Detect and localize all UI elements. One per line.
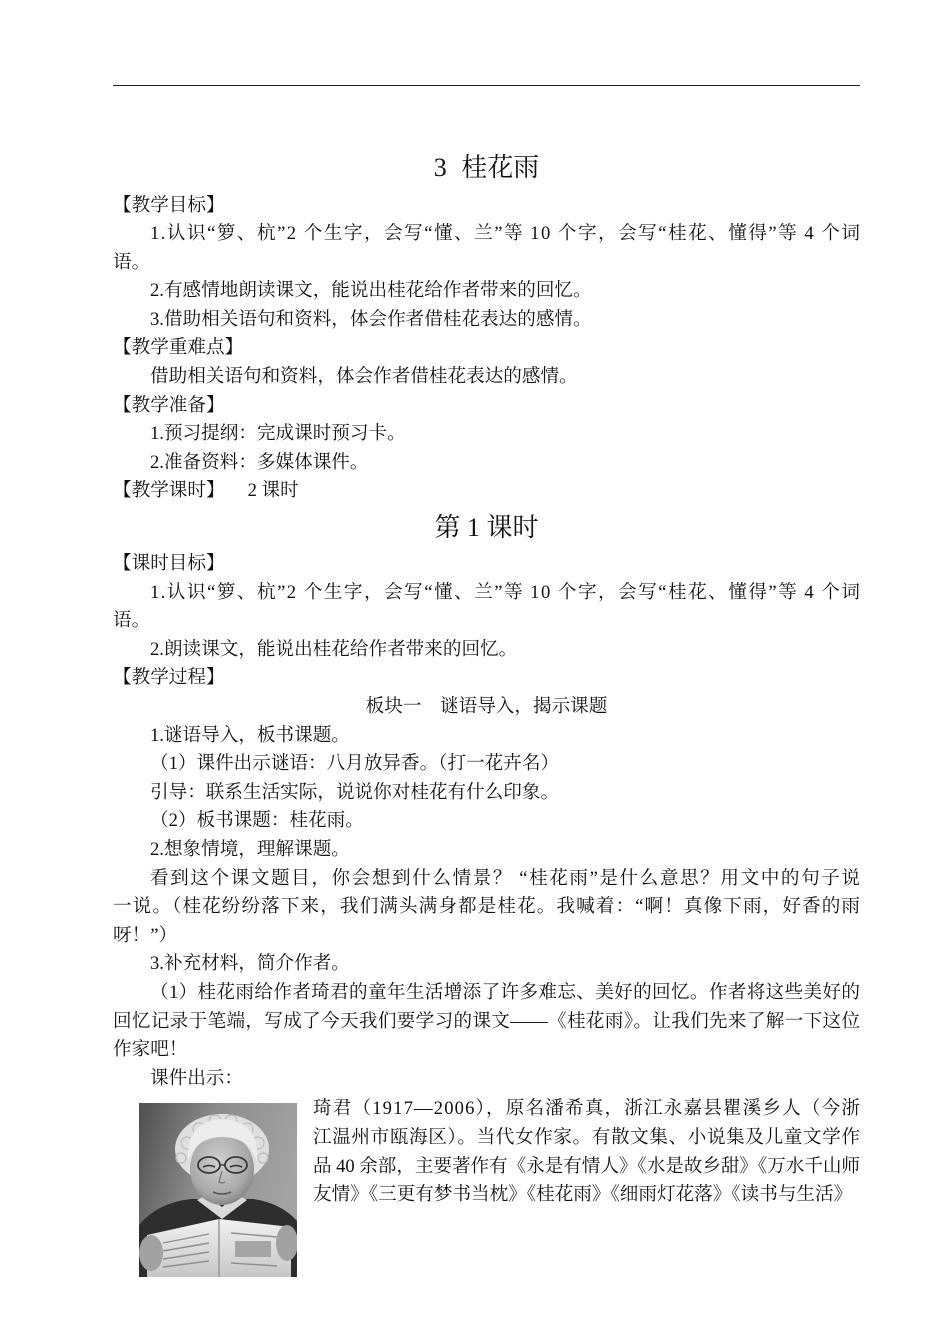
key-difficulty-text: 借助相关语句和资料，体会作者借桂花表达的感情。 (150, 366, 578, 388)
document-content (113, 143, 860, 1277)
periods-heading: 【教学课时】 (113, 480, 225, 502)
author-bio-line-3: 品 40 余部，主要著作有《永是有情人》《水是故乡甜》《万水千山师 (313, 1155, 860, 1177)
process-heading: 【教学过程】 (113, 667, 225, 689)
process-step-3-sub-1-line-1: （1）桂花雨给作者琦君的童年生活增添了许多难忘、美好的回忆。作者将这些美好的 (150, 981, 861, 1003)
objective-2: 2.有感情地朗读课文，能说出桂花给作者带来的回忆。 (150, 280, 592, 302)
author-card (113, 1093, 860, 1277)
periods-value: 2 课时 (247, 480, 299, 502)
objective-1-line-1: 1.认识“箩、杭”2 个生字，会写“懂、兰”等 10 个字，会写“桂花、懂得”等 4 个词 (150, 223, 862, 245)
process-step-1: 1.谜语导入，板书课题。 (150, 724, 350, 746)
preparation-heading: 【教学准备】 (113, 394, 225, 416)
lesson-title: 3 桂花雨 (433, 152, 540, 182)
author-photo (139, 1103, 297, 1277)
objectives-heading: 【教学目标】 (113, 194, 225, 216)
author-bio-line-4: 友情》《三更有梦书当枕》《桂花雨》《细雨灯花落》《读书与生活》 (313, 1184, 853, 1206)
process-step-1-guide: 引导：联系生活实际，说说你对桂花有什么印象。 (150, 781, 560, 803)
key-difficulty-heading: 【教学重难点】 (113, 337, 244, 359)
author-bio-line-1: 琦君（1917—2006），原名潘希真，浙江永嘉县瞿溪乡人（今浙 (313, 1098, 862, 1120)
process-step-1-sub-1: （1）课件出示谜语：八月放异香。（打一花卉名） (150, 753, 560, 775)
author-bio-line-2: 江温州市瓯海区）。当代女作家。有散文集、小说集及儿童文学作 (313, 1126, 861, 1148)
preparation-item-1: 1.预习提纲：完成课时预习卡。 (150, 423, 406, 445)
period-objectives-heading: 【课时目标】 (113, 553, 225, 575)
process-step-1-sub-2: （2）板书课题：桂花雨。 (150, 810, 364, 832)
process-step-3: 3.补充材料，简介作者。 (150, 953, 350, 975)
author-bio (313, 1095, 860, 1209)
process-step-3-sub-1-line-3: 作家吧！ (113, 1039, 188, 1061)
photo-hand-left (139, 1235, 163, 1271)
period-1-title: 第 1 课时 (434, 513, 539, 543)
process-step-2: 2.想象情境，理解课题。 (150, 838, 350, 860)
process-step-2-text-line-1: 看到这个课文题目，你会想到什么情景？ “桂花雨”是什么意思？用文中的句子说 (150, 867, 862, 889)
objective-3: 3.借助相关语句和资料，体会作者借桂花表达的感情。 (150, 308, 592, 330)
process-step-3-sub-1-line-2: 回忆记录于笔端，写成了今天我们要学习的课文——《桂花雨》。让我们先来了解一下这位 (113, 1010, 861, 1032)
process-step-2-text-line-3: 呀！”） (113, 924, 178, 946)
photo-book-figure (235, 1241, 271, 1257)
preparation-item-2: 2.准备资料：多媒体课件。 (150, 451, 369, 473)
period-objective-1-line-1: 1.认识“箩、杭”2 个生字，会写“懂、兰”等 10 个字，会写“桂花、懂得”等 4 个词 (150, 581, 862, 603)
periods-line (113, 477, 860, 506)
courseware-label: 课件出示： (150, 1067, 243, 1089)
period-objective-1-line-2: 语。 (113, 610, 151, 632)
photo-hand-right (276, 1225, 297, 1261)
objective-1-line-2: 语。 (113, 251, 151, 273)
process-step-2-text-line-2: 一说。（桂花纷纷落下来，我们满头满身都是桂花。我喊着：“啊！真像下雨，好香的雨 (113, 896, 862, 918)
period-objective-2: 2.朗读课文，能说出桂花给作者带来的回忆。 (150, 638, 518, 660)
block-1-title: 板块一 谜语导入，揭示课题 (365, 696, 608, 717)
header-rule (113, 85, 860, 86)
